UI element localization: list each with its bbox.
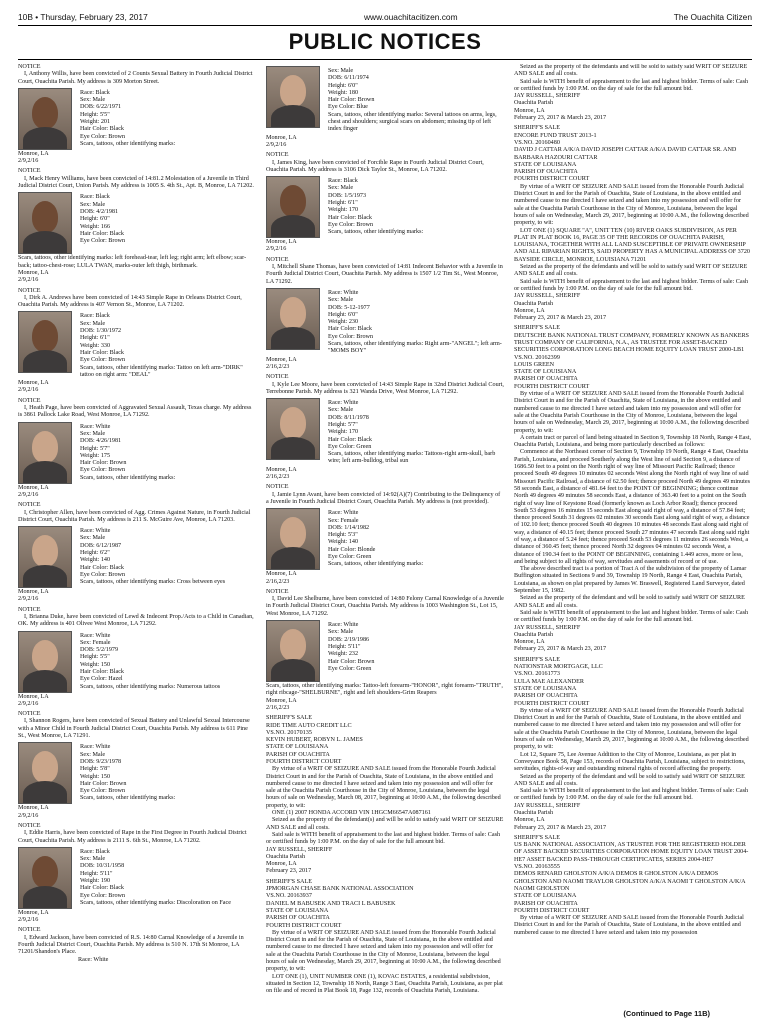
page-folio: 10B • Thursday, February 23, 2017 (18, 12, 148, 22)
notice: NOTICE I, Edward Jackson, have been convicted of R.S. 14:80 Carnal Knowledge of a Juvenile in Fourth Judicial District Court, Ouachita Parish. My address is 510 N. 17th St Monroe, LA 71201/Shandon's Place. Race: White (18, 927, 244, 963)
offender-traits: Race: White Sex: Male DOB: 8/11/1978 Height: 5'7" Weight: 170 Hair Color: Black Eye Color: Green Scars, tattoos, other identifying marks: Tattoos-right arm-skull, barb wire; left arm-bulldog, tribal sun (328, 400, 496, 465)
mugshot (18, 88, 72, 150)
mugshot (18, 422, 72, 484)
notice: NOTICE I, Brianna Duke, have been convicted of Lewd & Indecent Prop./Acts to a Child in Canadian, OK. My address is 401 Olivee West Monroe, LA 71292. Race: White Sex: Female DOB: 5/2/1979 Height: 5'5" Weight: 150 Hair Color: Black Eye Color: Hazel Scars, tattoos, other identifying marks: Numerous tattoos Monroe, LA 2/9,2/16 (18, 607, 256, 708)
notice: NOTICE I, Kyle Lee Moore, have been convicted of 14:43 Simple Rape in 32nd District Judicial Court, Terrebonne Parish. My address is 321 Wanda Drive, West Monroe, LA 71292. Race: White Sex: Male DOB: 8/11/1978 Height: 5'7" Weight: 170 Hair Color: Black Eye Color: Green Scars, tattoos, other identifying marks: Tattoos-right arm-skull, barb wire; left arm-bulldog, tribal sun Monroe, LA 2/16,2/23 (266, 374, 504, 481)
sheriff-sale: SHERIFF'S SALE NATIONSTAR MORTGAGE, LLC VS.NO. 20161773 LULA MAE ALEXANDER STATE OF LOUISIANA PARISH OF OUACHITA FOURTH DISTRICT COURT By virtue of a WRIT OF SEIZURE AND SALE issued from the Honorable Fourth Judicial District Court in and for the Parish of Ouachita, State of Louisiana, in the above entitled and numbered cause to me directed I have seized and taken into my possession and will offer for sale at the Ouachita Parish Courthouse in the City of Monroe, Louisiana, between the legal hours of sale on Wednesday, March 29, 2017, beginning at 10:00 A.M., the following described property, to wit: Lot 12, Square 75, Lee Avenue Addition to the City of Monroe, Louisiana, as per plat in Conveyance Book 58, Page 153, records of Ouachita Parish, Louisiana, subject to restrictions, servitudes, rights-of-way and outstanding mineral rights of record affecting the property. Seized as the property of the defendant and will be sold to satisfy said WRIT OF SEIZURE AND SALE and all costs. Said sale is WITH benefit of appraisement to the last and highest bidder. Terms of sale: Cash or certified funds by 1:00 P.M. on the day of sale for the full amount bid. JAY RUSSELL, SHERIFF Ouachita Parish Monroe, LA February 23, 2017 & March 23, 2017 (514, 656, 749, 831)
notice-columns (18, 60, 752, 1012)
notice: Sex: Male DOB: 6/11/1974 Height: 6'0" Weight: 180 Hair Color: Brown Eye Color: Blue Scars, tattoos, other identifying marks: Several tattoos on arms, legs, chest and shoulders; surgical scars on abdomen; missing tip of left index finger Monroe, LA 2/9,2/16 (266, 66, 504, 149)
offender-record (266, 176, 504, 238)
mugshot (266, 176, 320, 238)
sheriff-sale: SHERIFF'S SALE JPMORGAN CHASE BANK NATIONAL ASSOCIATION VS.NO. 20163937 DANIEL M BABUSEK AND TRACI L BABUSEK STATE OF LOUISIANA PARISH OF OUACHITA FOURTH DISTRICT COURT By virtue of a WRIT OF SEIZURE AND SALE issued from the Honorable Fourth Judicial District Court in and for the Parish of Ouachita, State of Louisiana, in the above entitled and numbered cause to me directed I have seized and taken into my possession and will offer for sale at the Ouachita Parish Courthouse in the City of Monroe, Louisiana, between the legal hours of sale on Wednesday, March 29, 2017, beginning at 10:00 A.M., the following described property, to wit: LOT ONE (1), UNIT NUMBER ONE (1), KOVAC ESTATES, a residential subdivision, situated in Section 12, Township 18 North, Range 3 East, Ouachita Parish, Louisiana, as per plat on file and of record in Plat Book 18, Page 132, records of Ouachita Parish, Louisiana. (266, 878, 503, 995)
notice: NOTICE I, Eddie Harris, have been convicted of Rape in the First Degree in Fourth Judicial District Court, Ouachita Parish. My address is 2111 S. 6th St., Monroe, LA 71202. Race: Black Sex: Male DOB: 10/31/1958 Height: 5'11" Weight: 190 Hair Color: Black Eye Color: Brown Scars, tattoos, other identifying marks: Discoloration on Face Monroe, LA 2/9,2/16 (18, 823, 256, 924)
page-title: PUBLIC NOTICES (18, 26, 752, 60)
column-3 (514, 64, 752, 1012)
offender-record (18, 311, 256, 379)
notice: NOTICE I, Shannon Rogers, have been convicted of Sexual Battery and Unlawful Sexual Intercourse with a Minor Child in Fourth Judicial District Court, Ouachita Parish. My address is 611 Pine St., West Monroe, LA 71291. Race: White Sex: Male DOB: 9/23/1978 Height: 5'8" Weight: 150 Hair Color: Brown Eye Color: Brown Scars, tattoos, other identifying marks: Monroe, LA 2/9,2/16 (18, 711, 256, 820)
offender-traits: Race: Black Sex: Male DOB: 10/31/1958 Height: 5'11" Weight: 190 Hair Color: Black Eye Color: Brown Scars, tattoos, other identifying marks: Discoloration on Face (80, 848, 231, 906)
notice: NOTICE I, David Lee Shelburne, have been convicted of 14:80 Felony Carnal Knowledge of a Juvenile in Fourth Judicial District Court, Ouachita Parish. My address is 1003 Washington St., Lot 15, West Monroe, LA 71292. Race: White Sex: Male DOB: 2/19/1986 Height: 5'11" Weight: 232 Hair Color: Brown Eye Color: Green Scars, tattoos, other identifying marks: Tattoo-left forearm-"HONOR", right forearm-"TRUTH", right ribcage-"SHELBURNE", right and left shoulders-Grim Reapers Monroe, LA 2/16,2/23 (266, 588, 504, 711)
notice: NOTICE I, Heath Page, have been convicted of Aggravated Sexual Assault, Texas charge. My address is 3861 Pallock Lake Road, West Monroe, LA 71292. Race: White Sex: Male DOB: 4/26/1981 Height: 5'7" Weight: 175 Hair Color: Brown Eye Color: Brown Scars, tattoos, other identifying marks: Monroe, LA 2/9,2/16 (18, 398, 256, 499)
offender-traits: Race: White Sex: Male DOB: 4/26/1981 Height: 5'7" Weight: 175 Hair Color: Brown Eye Color: Brown Scars, tattoos, other identifying marks: (80, 423, 176, 481)
mugshot (18, 192, 72, 254)
offender-record (266, 288, 504, 356)
offender-traits: Race: White Sex: Male DOB: 5-12-1977 Height: 6'0" Weight: 230 Hair Color: Black Eye Color: Brown Scars, tattoos, other identifying marks: Right arm-"ANGEL"; left arm-"MOMS BOY" (328, 289, 502, 355)
mugshot (266, 288, 320, 350)
offender-traits: Race: White Sex: Male DOB: 6/12/1987 Height: 6'2" Weight: 140 Hair Color: Black Eye Color: Brown Scars, tattoos, other identifying marks: Cross between eyes (80, 528, 226, 586)
notice: NOTICE I, Dirk A. Andrews have been convicted of 14:43 Simple Rape in Orleans District Court, Ouachita Parish. My address is 407 Vernon St., Monroe, LA 71202. Race: Black Sex: Male DOB: 1/30/1972 Height: 6'1" Weight: 330 Hair Color: Black Eye Color: Brown Scars, tattoos, other identifying marks: Tattoo on left arm-"DIRK" tattoo on right arm: "DEAL" Monroe, LA 2/9,2/16 (18, 288, 256, 395)
notice: NOTICE I, Jamie Lynn Avant, have been convicted of 14:92(A)(7) Contributing to the Delinquency of a Juvenile in Fourth Judicial District Court, Ouachita Parish. My address is (not provided). Race: White Sex: Female DOB: 1/14/1982 Height: 5'3" Weight: 140 Hair Color: Blonde Eye Color: Green Scars, tattoos, other identifying marks: Monroe, LA 2/16,2/23 (266, 484, 504, 585)
mugshot (266, 508, 320, 570)
mugshot (18, 526, 72, 588)
offender-traits: Race: Black Sex: Male DOB: 1/5/1973 Height: 6'1" Weight: 170 Hair Color: Black Eye Color: Brown Scars, tattoos, other identifying marks: (328, 178, 424, 236)
offender-record (18, 742, 256, 804)
offender-record (266, 66, 504, 134)
mugshot (266, 66, 320, 128)
sheriff-sale: Seized as the property of the defendants and will be sold to satisfy said WRIT OF SEIZURE AND SALE and all costs. Said sale is WITH benefit of appraisement to the last and highest bidder. Terms of sale: Cash or certified funds by 1:00 P.M. on the day of sale for the full amount bid. JAY RUSSELL, SHERIFF Ouachita Parish Monroe, LA February 23, 2017 & March 23, 2017 (514, 64, 749, 122)
notice: NOTICE I, Christopher Allen, have been convicted of Agg. Crimes Against Nature, in Fourth Judicial District Court, Ouachita Parish. My address is 211 S. McGuire Ave, Monroe, LA 71203. Race: White Sex: Male DOB: 6/12/1987 Height: 6'2" Weight: 140 Hair Color: Black Eye Color: Brown Scars, tattoos, other identifying marks: Cross between eyes Monroe, LA 2/9,2/16 (18, 502, 256, 603)
website-url[interactable]: www.ouachitacitizen.com (363, 12, 458, 22)
mugshot (18, 847, 72, 909)
sheriff-sale: SHERIFF'S SALE DEUTSCHE BANK NATIONAL TRUST COMPANY, FORMERLY KNOWN AS BANKERS TRUST COMPANY OF CALIFORNIA, N.A., AS TRUSTEE FOR ASSET-BACKED SECURITIES CORPORATION LONG BEACH HOME EQUITY LOAN TRUST 2000-LB1 VS.NO. 20162399 LOUIS GREEN STATE OF LOUISIANA PARISH OF OUACHITA FOURTH DISTRICT COURT By virtue of a WRIT OF SEIZURE AND SALE issued from the Honorable Fourth Judicial District Court in and for the Parish of Ouachita, State of Louisiana, in the above entitled and numbered cause to me directed I have seized and taken into my possession and will offer for sale at the Ouachita Parish Courthouse in the City of Monroe, Louisiana, between the legal hours of sale on Wednesday, March 29, 2017, beginning at 10:00 A.M., the following described property, to wit: A certain tract or parcel of land being situated in Section 9, Township 18 North, Range 4 East, Ouachita Parish, Louisiana, and being more particularly described as follows: Commence at the Northeast corner of Section 9, Township 19 North, Range 4 East, Ouachita Parish, Louisiana, and proceed Southerly along the West line of said Section 9, a distance of 1686.50 feet to a point on the North right of way line of Missouri Pacific Railroad; thence proceed South 49 degrees 10 minutes 02 seconds West along the North right of way line of said Missouri Pacific Railroad, a distance of 62.50 feet; thence proceed North 49 degrees 49 minutes 58 seconds East, a distance of 481.64 feet to the POINT OF BEGINNING; thence continue North 49 degrees 49 minutes 58 seconds East, a distance of 363.40 feet to a point on the South right of way line of Keystone Road (formerly known as Loch Arbor Road); thence proceed South 53 degrees 16 minutes 15 seconds East along said right of way, a distance of 57.84 feet; thence proceed South 31 degrees 02 minutes 30 seconds East along said right of way, a distance of 102.10 feet; thence proceed South 40 degrees 10 minutes 48 seconds East along said right of way, a distance of 40.15 feet; thence proceed South 27 minutes 47 seconds East along said right of way, a distance of 5.24 feet; thence proceed South 53 degrees 11 minutes 26 seconds West, a distance of 360.45 feet; thence proceed North 32 degrees 04 minutes 02 seconds West, a distance of 190.34 feet to the POINT OF BEGINNING, containing 1.449 acres, more or less, and being subject to all rights of way, servitudes and easements of record or of use. The above described tract is a portion of Tract A of the subdivision of the property of Lamar Buffington situated in Sections 9 and 39, Township 19 North, Range 4 East, Ouachita Parish, Louisiana, as shown on plat prepared by James W. Braswell, Registered Land Surveyor, dated September 15, 1982. Seized as the property of the defendant and will be sold to satisfy said WRIT OF SEIZURE AND SALE and all costs. Said sale is WITH benefit of appraisement to the last and highest bidder. Terms of sale: Cash or certified funds by 1:00 P.M. on the day of sale for the full amount bid. JAY RUSSELL, SHERIFF Ouachita Parish Monroe, LA February 23, 2017 & March 23, 2017 (514, 325, 752, 653)
page-header (18, 12, 752, 26)
notice: NOTICE I, Mack Henry Williams, have been convicted of 14:81.2 Molestation of a Juvenile in Third Judicial District Court, Union Parish. My address is 1005 S. 4th St., Apt. B, Monroe, LA 71202. Race: Black Sex: Male DOB: 4/2/1981 Height: 6'0" Weight: 166 Hair Color: Black Eye Color: Brown Scars, tattoos, other identifying marks: left forehead-tear, left leg; right arm; left elbow; scar-back; tattoo-chest-rose; LULA TWAN, marks-outer left thigh, birthmark. Monroe, LA 2/9,2/16 (18, 168, 256, 284)
mugshot (18, 742, 72, 804)
offender-record (266, 620, 504, 682)
offender-traits: Race: White Sex: Male DOB: 9/23/1978 Height: 5'8" Weight: 150 Hair Color: Brown Eye Color: Brown Scars, tattoos, other identifying marks: (80, 744, 176, 802)
mugshot (18, 631, 72, 693)
offender-record (266, 508, 504, 570)
offender-traits: Race: White Sex: Female DOB: 5/2/1979 Height: 5'5" Weight: 150 Hair Color: Black Eye Color: Hazel Scars, tattoos, other identifying marks: Numerous tattoos (80, 632, 221, 690)
offender-record (18, 847, 256, 909)
mugshot (266, 398, 320, 460)
notice: NOTICE I, Anthony Willis, have been convicted of 2 Counts Sexual Battery in Fourth Judicial District Court, Ouachita Parish. My address is 309 Morton Street. Race: Black Sex: Male DOB: 6/22/1971 Height: 5'5" Weight: 201 Hair Color: Black Eye Color: Brown Scars, tattoos, other identifying marks: Monroe, LA 2/9,2/16 (18, 64, 256, 165)
offender-record (18, 88, 256, 150)
offender-record (266, 398, 504, 466)
offender-record (18, 192, 256, 254)
offender-record (18, 422, 256, 484)
mugshot (18, 311, 72, 373)
offender-traits: Race: Black Sex: Male DOB: 4/2/1981 Height: 6'0" Weight: 166 Hair Color: Black Eye Color: Brown (80, 194, 126, 245)
column-2 (266, 64, 504, 1012)
offender-record (18, 526, 256, 588)
continued-to-page: (Continued to Page 11B) (623, 1009, 710, 1018)
offender-traits: Race: Black Sex: Male DOB: 6/22/1971 Height: 5'5" Weight: 201 Hair Color: Black Eye Color: Brown Scars, tattoos, other identifying marks: (80, 89, 176, 147)
offender-traits: Race: White Sex: Male DOB: 2/19/1986 Height: 5'11" Weight: 232 Hair Color: Brown Eye Color: Green (328, 622, 375, 672)
sheriff-sale: SHERIFF'S SALE ENCORE FUND TRUST 2013-1 VS.NO. 20160480 DAVID J CATTAR A/K/A DAVID JOSEPH CATTAR A/K/A DAVID CATTAR SR. AND BARBARA HAZOURI CATTAR STATE OF LOUISIANA PARISH OF OUACHITA FOURTH DISTRICT COURT By virtue of a WRIT OF SEIZURE AND SALE issued from the Honorable Fourth Judicial District Court in and for the Parish of Ouachita, State of Louisiana, in the above entitled and numbered cause to me directed I have seized and taken into my possession and will offer for sale at the Ouachita Parish Courthouse in the City of Monroe, Louisiana, between the legal hours of sale on Wednesday, March 29, 2017, beginning at 10:00 A.M., the following described property, to wit: LOT ONE (1) SQUARE "A", UNIT TEN (10) RIVER OAKS SUBDIVISION, AS PER PLAT IN PLAT BOOK 16, PAGE 35 OF THE RECORDS OF OUACHITA PARISH, LOUISIANA, TOGETHER WITH ALL LAND SUSCEPTIBLE OF PRIVATE OWNERSHIP AND ALL RIPARIAN RIGHTS, SAID PROPERTY HAS A MUNICIPAL ADDRESS OF 3720 BAYSIDE CIRCLE, MONROE, LOUISIANA 71201 Seized as the property of the defendants and will be sold to satisfy said WRIT OF SEIZURE AND SALE and all costs. Said sale is WITH benefit of appraisement to the last and highest bidder. Terms of sale: Cash or certified funds by 1:00 P.M. on the day of sale for the full amount bid. JAY RUSSELL, SHERIFF Ouachita Parish Monroe, LA February 23, 2017 & March 23, 2017 (514, 125, 750, 322)
notice: NOTICE I, James King, have been convicted of Forcible Rape in Fourth Judicial District Court, Ouachita Parish. My address is 3106 Dick Taylor St., Monroe, LA 71202. Race: Black Sex: Male DOB: 1/5/1973 Height: 6'1" Weight: 170 Hair Color: Black Eye Color: Brown Scars, tattoos, other identifying marks: Monroe, LA 2/9,2/16 (266, 152, 504, 253)
offender-traits: Race: White Sex: Female DOB: 1/14/1982 Height: 5'3" Weight: 140 Hair Color: Blonde Eye Color: Green Scars, tattoos, other identifying marks: (328, 510, 424, 568)
mugshot (266, 620, 320, 682)
sheriff-sale: SHERIFF'S SALE RIDE TIME AUTO CREDIT LLC VS.NO. 20170135 KEVIN HUBERT, ROBYN L. JAMES STATE OF LOUISIANA PARISH OF OUACHITA FOURTH DISTRICT COURT By virtue of a WRIT OF SEIZURE AND SALE issued from the Honorable Fourth Judicial District Court in and for the Parish of Ouachita, State of Louisiana, in the above entitled and numbered cause to me directed I have seized and taken into my possession and will offer for sale at the Ouachita Parish Courthouse in the City of Monroe, Louisiana, between the legal hours of sale on Wednesday, March 08, 2017, beginning at 10:00 A.M., the following described property, to wit: ONE (1) 2007 HONDA ACCORD VIN 1HGCM66547A087161 Seized as the property of the defendant(s) and will be sold to satisfy said WRIT OF SEIZURE AND SALE and all costs. Said sale is WITH benefit of appraisement to the last and highest bidder. Terms of sale: Cash or certified funds by 1:00 P.M. on the day of sale for the full amount bid. JAY RUSSELL, SHERIFF Ouachita Parish Monroe, LA February 23, 2017 (266, 715, 504, 875)
offender-traits: Race: Black Sex: Male DOB: 1/30/1972 Height: 6'1" Weight: 330 Hair Color: Black Eye Color: Brown Scars, tattoos, other identifying marks: Tattoo on left arm-"DIRK" tattoo on right arm: "DEAL" (80, 313, 243, 378)
offender-traits: Sex: Male DOB: 6/11/1974 Height: 6'0" Weight: 180 Hair Color: Brown Eye Color: Blue Scars, tattoos, other identifying marks: Several tattoos on arms, legs, chest and shoulders; surgical scars on abdomen; missing tip of left index finger (328, 68, 497, 133)
notice: NOTICE I, Mitchell Shane Thomas, have been convicted of 14:81 Indecent Behavior with a Juvenile in Fourth Judicial District Court, Ouachita Parish. My address is 1507 1/2 Tim St., West Monroe, LA 71292. Race: White Sex: Male DOB: 5-12-1977 Height: 6'0" Weight: 230 Hair Color: Black Eye Color: Brown Scars, tattoos, other identifying marks: Right arm-"ANGEL"; left arm-"MOMS BOY" Monroe, LA 2/16,2/23 (266, 256, 503, 370)
column-1 (18, 64, 256, 1012)
offender-record (18, 631, 256, 693)
sheriff-sale: SHERIFF'S SALE US BANK NATIONAL ASSOCIATION, AS TRUSTEE FOR THE REGISTERED HOLDER OF ASSET BACKED SECURITIES CORPORATION HOME EQUITY LOAN TRUST 2004-HE7 ASSET BACKED PASS-THROUGH CERTIFICATES, SERIES 2004-HE7 VS.NO. 20163555 DEMOS RENARD GHOLSTON A/K/A DEMOS R GHOLSTON A/K/A DEMOS GHOLSTON AND NAOMI TRAYLOR GHOLSTON A/K/A NAOMI T GHOLSTON A/K/A NAOMI GHOLSTON STATE OF LOUISIANA PARISH OF OUACHITA FOURTH DISTRICT COURT By virtue of a WRIT OF SEIZURE AND SALE issued from the Honorable Fourth Judicial District Court in and for the Parish of Ouachita, State of Louisiana, in the above entitled and numbered cause to me directed I have seized and taken into my possession (514, 834, 749, 936)
paper-name: The Ouachita Citizen (673, 12, 752, 22)
